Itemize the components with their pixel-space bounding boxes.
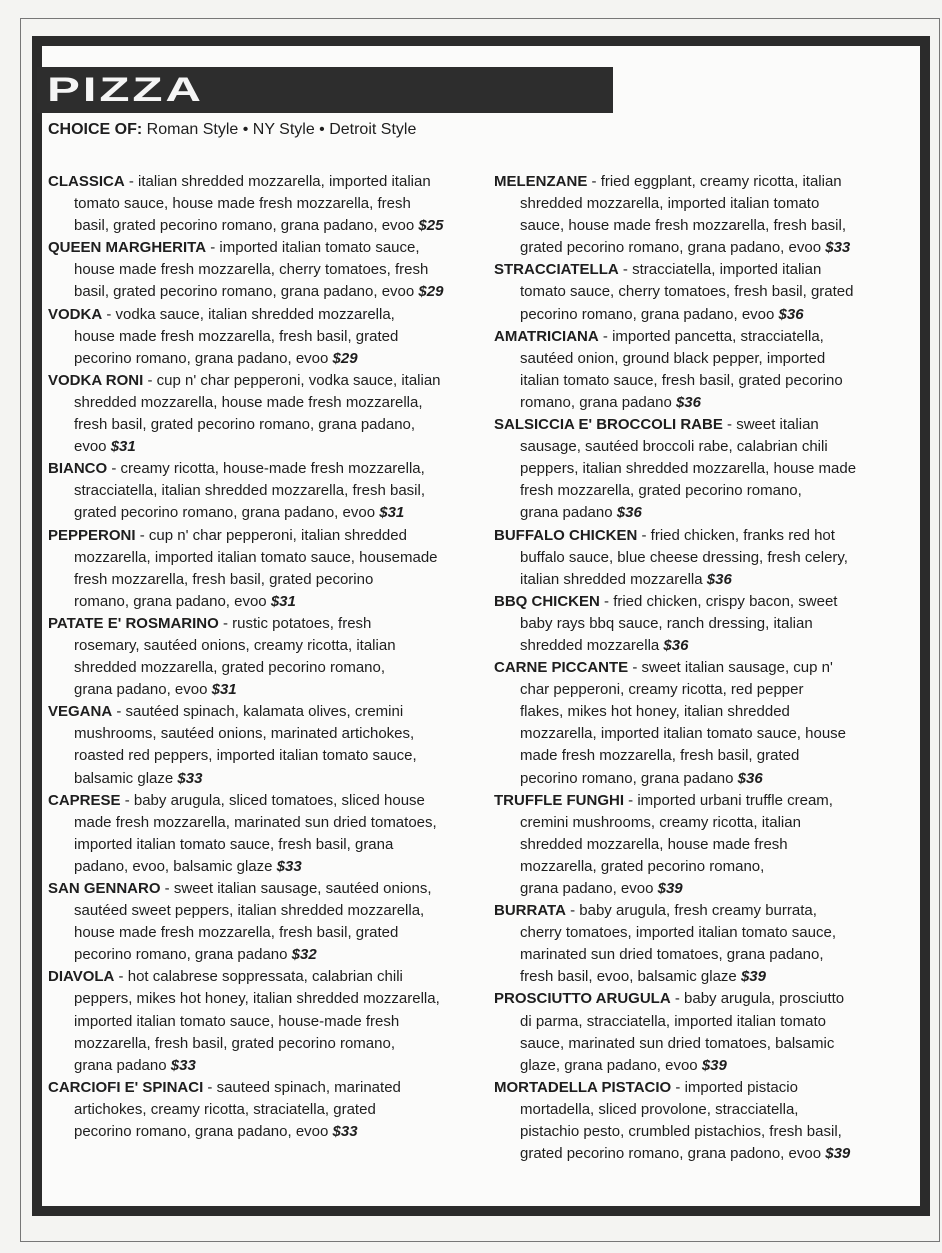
item-description: tomato sauce, house made fresh mozzarella, fresh [74,195,411,213]
item-description: sautéed onion, ground black pepper, imported [520,349,826,367]
item-description: imported italian tomato sauce, house-made fresh [74,1012,400,1030]
menu-item [48,304,443,370]
item-name: TRUFFLE FUNGHI [494,791,624,809]
item-description: grated pecorino romano, grana padano, evoo [74,504,376,522]
description-line [494,1099,856,1121]
item-description: fresh mozzarella, fresh basil, grated pecorino [74,570,374,588]
description-line: STRACCIATELLA - stracciatella, imported italian [494,261,822,279]
item-description: artichokes, creamy ricotta, straciatella, grated [74,1100,376,1118]
item-description: basil, grated pecorino romano, grana padano, evoo [74,217,415,235]
menu-item [48,237,443,303]
item-price: $29 [332,349,358,367]
menu-item [494,525,856,591]
description-line [494,547,856,569]
item-description: grana padano, evoo [74,681,208,699]
item-description: fresh basil, grated pecorino romano, grana padano, [74,416,416,434]
item-description: imported urbani truffle cream, [637,791,833,809]
description-line: MELENZANE - fried eggplant, creamy ricotta, italian [494,173,842,190]
item-price: $29 [418,283,444,301]
item-description: sautéed sweet peppers, italian shredded mozzarella, [74,902,425,920]
description-line [494,237,856,259]
item-description: mozzarella, fresh basil, grated pecorino romano, [74,1034,395,1052]
description-line [494,922,856,944]
item-price: $36 [663,636,689,654]
description-line [48,745,443,767]
description-line [48,834,443,856]
item-name: QUEEN MARGHERITA [48,239,207,257]
description-line: BIANCO - creamy ricotta, house-made fresh mozzarella, [48,460,425,478]
menu-item [48,458,443,524]
description-line [494,856,856,878]
description-line: CARCIOFI E' SPINACI - sauteed spinach, marinated [48,1078,401,1096]
item-name: BURRATA [494,902,566,920]
description-line: QUEEN MARGHERITA - imported italian tomato sauce, [48,239,420,257]
item-description: pecorino romano, grana padano, evoo [74,349,329,367]
item-price: $39 [825,1145,851,1163]
description-line [494,812,856,834]
description-line [48,348,443,370]
item-description: pecorino romano, grana padano, evoo [520,305,775,323]
item-description: sauce, house made fresh mozzarella, fresh basil, [520,217,846,235]
item-price: $31 [270,592,296,610]
item-name: CLASSICA [48,173,125,190]
menu-item [48,878,443,966]
item-price: $31 [211,681,237,699]
item-description: sausage, sautéed broccoli rabe, calabrian chili [520,438,828,456]
menu-item [494,326,856,414]
item-description: pecorino romano, grana padano [74,946,288,964]
item-description: shredded mozzarella, house made fresh [520,835,788,853]
item-name: CARNE PICCANTE [494,659,629,677]
item-description: roasted red peppers, imported italian tomato sauce, [74,747,417,765]
item-description: italian tomato sauce, fresh basil, grated pecorino [520,371,843,389]
item-name: PEPPERONI [48,526,136,544]
item-name: AMATRICIANA [494,327,599,345]
item-price: $33 [170,1056,196,1074]
item-name: PATATE E' ROSMARINO [48,614,219,632]
description-line [494,878,856,900]
description-line [494,370,856,392]
description-line: CAPRESE - baby arugula, sliced tomatoes, sliced house [48,791,425,809]
menu-item [48,1077,443,1143]
item-description: cremini mushrooms, creamy ricotta, italian [520,813,801,831]
menu-item [494,900,856,988]
description-line: DIAVOLA - hot calabrese soppressata, calabrian chili [48,968,403,986]
description-line [48,326,443,348]
description-line [494,436,856,458]
menu-item [494,171,856,259]
description-line: CARNE PICCANTE - sweet italian sausage, cup n' [494,659,833,677]
description-line [48,922,443,944]
description-line [494,1143,856,1165]
menu-item [494,790,856,900]
item-price: $32 [291,946,317,964]
description-line: VODKA - vodka sauce, italian shredded mozzarella, [48,305,395,323]
description-line [48,436,443,458]
description-line [48,635,443,657]
description-line [48,1121,443,1143]
item-price: $33 [825,239,851,257]
item-price: $39 [740,968,766,986]
item-price: $33 [276,857,302,875]
item-description: cherry tomatoes, imported italian tomato sauce, [520,924,836,942]
description-line [494,215,856,237]
description-line [48,812,443,834]
item-description: pecorino romano, grana padano, evoo [74,1123,329,1141]
item-description: sauce, marinated sun dried tomatoes, balsamic [520,1034,835,1052]
item-description: sautéed spinach, kalamata olives, cremini [125,703,404,721]
item-description: sweet italian [736,416,819,434]
item-description: italian shredded mozzarella, imported italian [138,173,431,190]
item-description: sweet italian sausage, sautéed onions, [173,880,432,897]
item-description: imported italian tomato sauce, fresh basil, grana [74,835,394,853]
item-price: $33 [177,769,203,787]
item-description: made fresh mozzarella, marinated sun dried tomatoes, [74,813,437,831]
item-description: peppers, italian shredded mozzarella, house made [520,460,857,478]
description-line [48,988,443,1010]
description-line: MORTADELLA PISTACIO - imported pistacio [494,1078,798,1096]
item-description: shredded mozzarella [520,636,660,654]
description-line [494,1033,856,1055]
description-line [494,1055,856,1077]
description-line [48,1099,443,1121]
description-line [48,281,443,303]
item-name: MELENZANE [494,173,588,190]
item-name: STRACCIATELLA [494,261,619,279]
description-line: BURRATA - baby arugula, fresh creamy burrata, [494,902,817,920]
item-description: grana padano [520,504,613,522]
item-description: house made fresh mozzarella, fresh basil, grated [74,924,399,942]
item-description: fresh mozzarella, grated pecorino romano, [520,482,802,500]
menu-item [48,613,443,701]
description-line [494,281,856,303]
description-line: PROSCIUTTO ARUGULA - baby arugula, prosciutto [494,990,845,1008]
item-description: balsamic glaze [74,769,174,787]
item-description: rustic potatoes, fresh [232,614,372,632]
description-line [48,591,443,613]
description-line [48,569,443,591]
item-description: mushrooms, sautéed onions, marinated artichokes, [74,725,415,743]
description-line [494,701,856,723]
description-line [494,613,856,635]
item-description: marinated sun dried tomatoes, grana padano, [520,946,824,964]
item-price: $31 [110,438,136,456]
description-line [48,1011,443,1033]
item-description: shredded mozzarella, house made fresh mozzarella, [74,393,423,411]
item-description: grated pecorino romano, grana padano, evoo [520,239,822,257]
description-line [48,900,443,922]
description-line [48,1033,443,1055]
description-line: AMATRICIANA - imported pancetta, stracciatella, [494,327,824,345]
description-line [494,304,856,326]
description-line [48,944,443,966]
description-line [48,856,443,878]
description-line [494,635,856,657]
description-line: CLASSICA - italian shredded mozzarella, imported italian [48,173,431,190]
menu-item [494,414,856,524]
description-line [48,1055,443,1077]
item-name: VEGANA [48,703,113,721]
description-line [48,768,443,790]
item-description: pistachio pesto, crumbled pistachios, fresh basil, [520,1123,842,1141]
item-price: $36 [675,393,701,411]
menu-item [494,988,856,1076]
description-line [48,657,443,679]
item-name: SAN GENNARO [48,880,161,897]
item-description: creamy ricotta, house-made fresh mozzarella, [120,460,425,478]
menu-item [48,701,443,789]
description-line: VEGANA - sautéed spinach, kalamata olives, cremini [48,703,404,721]
item-description: baby arugula, sliced tomatoes, sliced house [133,791,425,809]
description-line: PATATE E' ROSMARINO - rustic potatoes, fresh [48,614,372,632]
section-title-bar [37,67,613,113]
item-name: BBQ CHICKEN [494,592,600,610]
item-price: $36 [706,570,732,588]
item-name: VODKA [48,305,103,323]
description-line [494,745,856,767]
item-description: grated pecorino romano, grana padono, evoo [520,1145,822,1163]
menu-item [48,966,443,1076]
choice-options: Roman Style • NY Style • Detroit Style [146,121,417,138]
description-line: BUFFALO CHICKEN - fried chicken, franks red hot [494,526,835,544]
item-description: fried eggplant, creamy ricotta, italian [600,173,842,190]
description-line [494,392,856,414]
item-description: buffalo sauce, blue cheese dressing, fresh celery, [520,548,848,566]
description-line [48,679,443,701]
item-description: baby arugula, fresh creamy burrata, [579,902,817,920]
description-line [494,1121,856,1143]
item-description: cup n' char pepperoni, italian shredded [148,526,407,544]
item-name: CARCIOFI E' SPINACI [48,1078,204,1096]
item-price: $33 [332,1123,358,1141]
item-description: char pepperoni, creamy ricotta, red pepper [520,681,804,699]
menu-item [48,525,443,613]
item-description: hot calabrese soppressata, calabrian chili [127,968,403,986]
style-choice [48,121,416,139]
description-line [48,215,443,237]
description-line [494,458,856,480]
item-description: mortadella, sliced provolone, stracciatella, [520,1100,799,1118]
description-line [48,502,443,524]
item-description: di parma, stracciatella, imported italian tomato [520,1012,826,1030]
item-price: $31 [379,504,405,522]
item-name: MORTADELLA PISTACIO [494,1078,672,1096]
item-name: BUFFALO CHICKEN [494,526,638,544]
menu-item [494,1077,856,1165]
menu-column-left [48,171,443,1143]
menu-item [494,591,856,657]
item-description: peppers, mikes hot honey, italian shredded mozzarella, [74,990,440,1008]
description-line: PEPPERONI - cup n' char pepperoni, italian shredded [48,526,407,544]
item-name: CAPRESE [48,791,121,809]
item-description: romano, grana padano [520,393,672,411]
description-line: BBQ CHICKEN - fried chicken, crispy bacon, sweet [494,592,838,610]
item-price: $36 [737,769,763,787]
item-price: $36 [778,305,804,323]
section-title: PIZZA [47,71,204,109]
item-description: mozzarella, grated pecorino romano, [520,857,765,875]
item-name: BIANCO [48,460,108,478]
item-description: vodka sauce, italian shredded mozzarella, [115,305,395,323]
item-description: baby rays bbq sauce, ranch dressing, italian [520,614,813,632]
description-line [494,569,856,591]
description-line [48,193,443,215]
item-description: romano, grana padano, evoo [74,592,267,610]
item-description: imported italian tomato sauce, [219,239,420,257]
item-description: fried chicken, crispy bacon, sweet [613,592,838,610]
description-line [494,502,856,524]
description-line [494,679,856,701]
description-line [494,193,856,215]
description-line [494,723,856,745]
item-description: imported pistacio [684,1078,798,1096]
item-description: evoo [74,438,107,456]
description-line [494,1011,856,1033]
item-description: cup n' char pepperoni, vodka sauce, italian [156,371,441,389]
item-description: grana padano [74,1056,167,1074]
item-description: sauteed spinach, marinated [216,1078,401,1096]
item-description: flakes, mikes hot honey, italian shredded [520,703,790,721]
description-line: SAN GENNARO - sweet italian sausage, sautéed onions, [48,880,432,897]
description-line [494,966,856,988]
menu-column-right [494,171,856,1165]
description-line: SALSICCIA E' BROCCOLI RABE - sweet italian [494,416,819,434]
item-description: baby arugula, prosciutto [684,990,845,1008]
item-description: basil, grated pecorino romano, grana padano, evoo [74,283,415,301]
item-description: mozzarella, imported italian tomato sauce, housemade [74,548,438,566]
description-line [494,768,856,790]
item-description: grana padano, evoo [520,880,654,897]
description-line [494,944,856,966]
item-description: glaze, grana padano, evoo [520,1056,698,1074]
item-description: shredded mozzarella, grated pecorino romano, [74,659,386,677]
item-price: $39 [701,1056,727,1074]
item-description: stracciatella, imported italian [632,261,822,279]
item-description: made fresh mozzarella, fresh basil, grated [520,747,800,765]
item-price: $25 [418,217,444,235]
item-description: sweet italian sausage, cup n' [641,659,833,677]
item-description: house made fresh mozzarella, cherry tomatoes, fresh [74,261,429,279]
item-name: VODKA RONI [48,371,144,389]
description-line: VODKA RONI - cup n' char pepperoni, vodka sauce, italian [48,371,441,389]
item-price: $39 [657,880,683,897]
item-description: shredded mozzarella, imported italian tomato [520,195,820,213]
item-description: fresh basil, evoo, balsamic glaze [520,968,737,986]
item-description: tomato sauce, cherry tomatoes, fresh basil, grated [520,283,854,301]
item-description: rosemary, sautéed onions, creamy ricotta, italian [74,636,396,654]
item-description: italian shredded mozzarella [520,570,703,588]
description-line [494,834,856,856]
description-line: TRUFFLE FUNGHI - imported urbani truffle cream, [494,791,833,809]
item-description: imported pancetta, stracciatella, [612,327,824,345]
description-line [48,547,443,569]
item-name: SALSICCIA E' BROCCOLI RABE [494,416,723,434]
menu-item [494,657,856,790]
item-name: DIAVOLA [48,968,115,986]
item-description: padano, evoo, balsamic glaze [74,857,273,875]
item-price: $36 [616,504,642,522]
description-line [48,259,443,281]
item-description: house made fresh mozzarella, fresh basil, grated [74,327,399,345]
item-description: stracciatella, italian shredded mozzarella, fresh basil, [74,482,425,500]
menu-item [48,370,443,458]
description-line [48,414,443,436]
item-description: fried chicken, franks red hot [650,526,835,544]
item-description: mozzarella, imported italian tomato sauce, house [520,725,847,743]
description-line [48,723,443,745]
item-name: PROSCIUTTO ARUGULA [494,990,671,1008]
menu-item [48,171,443,237]
description-line [48,480,443,502]
description-line [494,480,856,502]
menu-item [494,259,856,325]
menu-item [48,790,443,878]
description-line [48,392,443,414]
choice-label: CHOICE OF: [48,121,143,138]
item-description: pecorino romano, grana padano [520,769,734,787]
description-line [494,348,856,370]
